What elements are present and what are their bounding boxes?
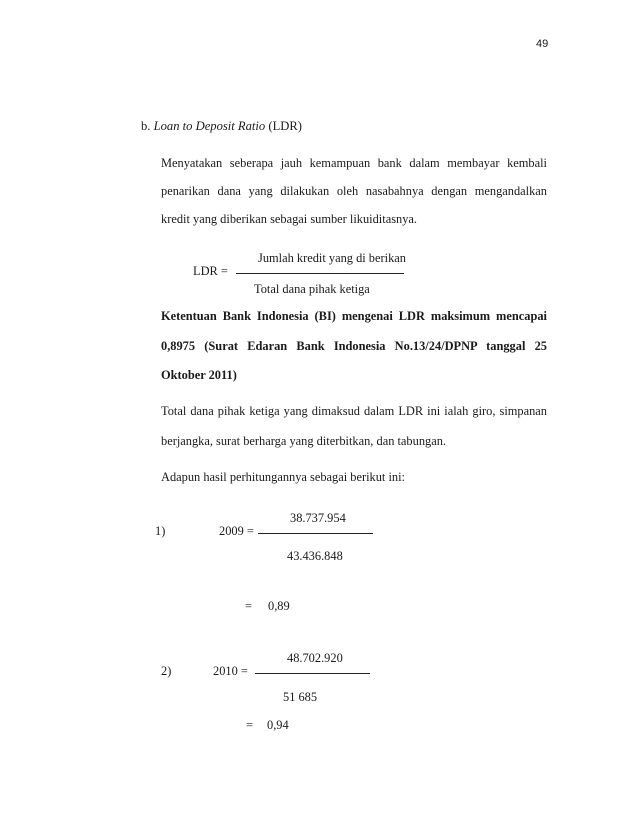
section-title-italic: Loan to Deposit Ratio [153, 119, 266, 133]
paragraph2-line1: Total dana pihak ketiga yang dimaksud dalam LDR ini ialah giro, simpanan [161, 404, 547, 418]
calc2-result-eq: = [246, 718, 253, 732]
calc1-result-eq: = [245, 599, 252, 613]
calc2-result: 0,94 [267, 718, 289, 732]
calc2-fraction-line [255, 673, 370, 674]
calc2-denominator: 51 685 [283, 690, 318, 704]
paragraph1-line3: kredit yang diberikan sebagai sumber likuiditasnya. [161, 212, 418, 226]
section-heading [141, 119, 302, 134]
paragraph2-line2: berjangka, surat berharga yang diterbitkan, dan tabungan. [161, 434, 446, 448]
calc1-year: 2009 = [219, 524, 254, 538]
regulation-line2: 0,8975 (Surat Edaran Bank Indonesia No.13/24/DPNP tanggal 25 [161, 339, 547, 353]
formula-fraction-line [236, 273, 404, 274]
formula-lhs: LDR = [193, 264, 228, 278]
regulation-line3: Oktober 2011) [161, 368, 237, 382]
calc2-numerator: 48.702.920 [287, 651, 343, 665]
paragraph1-line2: penarikan dana yang dilakukan oleh nasabahnya dengan mengandalkan [161, 184, 547, 198]
calc2-year: 2010 = [213, 664, 248, 678]
paragraph1-line1: Menyatakan seberapa jauh kemampuan bank dalam membayar kembali [161, 156, 547, 170]
calculation-intro: Adapun hasil perhitungannya sebagai berikut ini: [161, 470, 405, 484]
regulation-line1: Ketentuan Bank Indonesia (BI) mengenai LDR maksimum mencapai [161, 309, 547, 323]
section-marker: b. [141, 119, 151, 133]
section-title-rest: (LDR) [268, 119, 302, 133]
page-number: 49 [536, 38, 549, 50]
calc1-denominator: 43.436.848 [287, 549, 343, 563]
calc2-index: 2) [161, 664, 172, 678]
calc1-index: 1) [155, 524, 166, 538]
formula-denominator: Total dana pihak ketiga [254, 282, 370, 296]
calc1-result: 0,89 [268, 599, 290, 613]
calc1-fraction-line [258, 533, 373, 534]
calc1-numerator: 38.737.954 [290, 511, 346, 525]
formula-numerator: Jumlah kredit yang di berikan [258, 251, 406, 265]
